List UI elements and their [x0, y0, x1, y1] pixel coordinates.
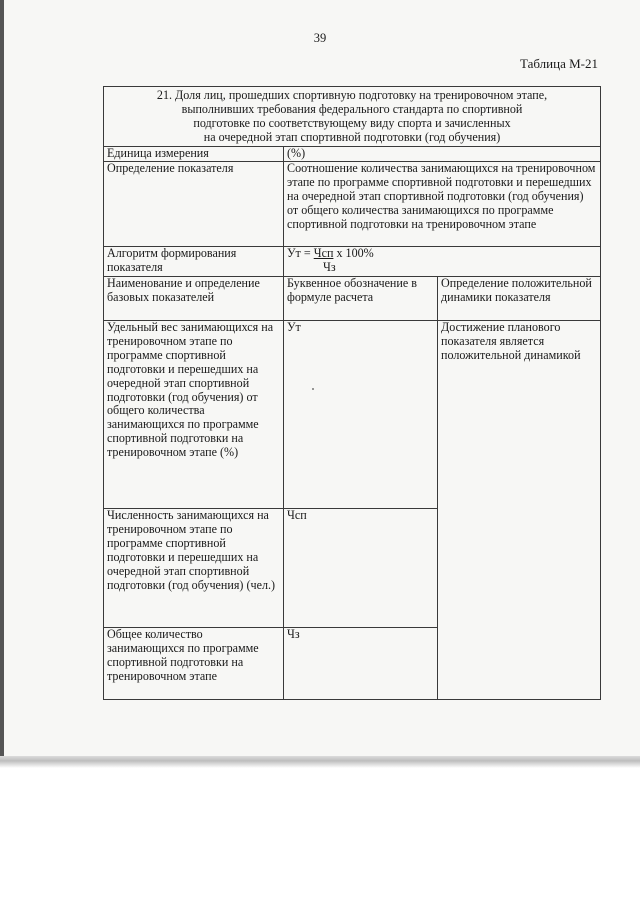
table-label: Таблица М-21 — [520, 56, 598, 71]
scan-shadow-left — [0, 0, 4, 768]
definition-label: Определение показателя — [104, 162, 284, 247]
indicator-table — [103, 86, 601, 700]
row-symbol: Чсп — [284, 509, 438, 628]
unit-value: (%) — [284, 147, 601, 162]
formula-denominator: Чз — [323, 259, 336, 274]
page-number: 39 — [313, 31, 327, 45]
table-title-row — [104, 87, 601, 147]
dynamics-description: Достижение планового показателя является положительной динамикой — [438, 321, 601, 700]
header-row — [104, 277, 601, 321]
title-line: выполнивших требования федерального стандарта по спортивной — [181, 101, 523, 116]
unit-label: Единица измерения — [104, 147, 284, 162]
title-line: 21. Доля лиц, прошедших спортивную подготовку на тренировочном этапе, — [156, 88, 548, 102]
title-line: на очередной этап спортивной подготовки (год обучения) — [203, 129, 501, 144]
formula-lhs: Ут = — [287, 246, 314, 260]
table-row — [104, 321, 601, 509]
scan-speck — [312, 388, 314, 390]
definition-row — [104, 162, 601, 247]
row-symbol: Ут — [284, 321, 438, 509]
definition-value: Соотношение количества занимающихся на тренировочном этапе по программе спортивной подготовки и перешедших на очередной этап спортивной подготовки (год обучения) от общего количества занимающихся по программе спортивной подготовки на тренировочном этапе — [284, 162, 601, 247]
formula-numerator: Чсп — [313, 246, 334, 260]
row-symbol: Чз — [284, 628, 438, 700]
title-line: подготовке по соответствующему виду спорта и зачисленных — [193, 115, 511, 130]
table-title — [104, 87, 601, 147]
header-col-symbol: Буквенное обозначение в формуле расчета — [284, 277, 438, 321]
algorithm-formula — [284, 247, 601, 277]
header-col-name: Наименование и определение базовых показателей — [104, 277, 284, 321]
row-name: Численность занимающихся на тренировочном этапе по программе спортивной подготовки и перешедших на очередной этап спортивной подготовки (год обучения) (чел.) — [104, 509, 284, 628]
row-name: Общее количество занимающихся по программе спортивной подготовки на тренировочном этапе — [104, 628, 284, 700]
unit-row — [104, 147, 601, 162]
formula-multiplier: х 100% — [333, 246, 374, 260]
row-name: Удельный вес занимающихся на тренировочном этапе по программе спортивной подготовки и перешедших на очередной этап спортивной подготовки (год обучения) от общего количества занимающихся по программе спортивной подготовки на тренировочном этапе (%) — [104, 321, 284, 509]
scan-shadow-bottom — [0, 756, 640, 768]
algorithm-row — [104, 247, 601, 277]
formula-numerator-line — [287, 246, 374, 260]
header-col-dynamics: Определение положительной динамики показателя — [438, 277, 601, 321]
algorithm-label: Алгоритм формирования показателя — [104, 247, 284, 277]
